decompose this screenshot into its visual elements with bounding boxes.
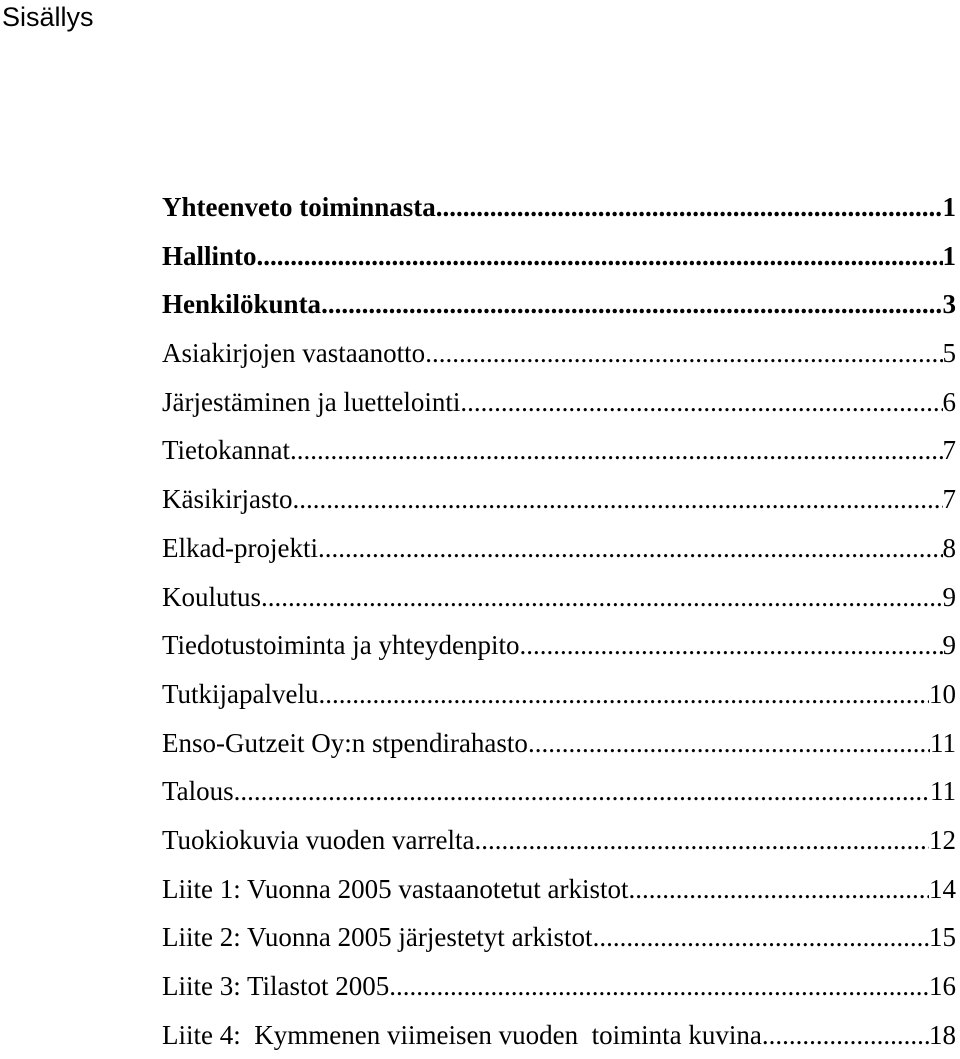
- toc-leader-dots: [321, 280, 942, 329]
- table-of-contents: [162, 183, 956, 1059]
- toc-entry-title: Liite 4: Kymmenen viimeisen vuoden toiminta kuvina: [162, 1019, 762, 1050]
- toc-entry-3[interactable]: [162, 280, 956, 329]
- toc-page-number: 1: [942, 192, 956, 222]
- toc-page-number: 11: [930, 776, 956, 807]
- toc-entry-title: Hallinto: [162, 240, 257, 271]
- toc-page-number: 11: [930, 727, 956, 758]
- toc-entry-16[interactable]: [162, 913, 956, 962]
- toc-entry-title: Asiakirjojen vastaanotto: [162, 338, 426, 369]
- toc-entry-8[interactable]: [162, 524, 956, 573]
- toc-leader-dots: [528, 719, 930, 768]
- toc-page-number: 12: [929, 824, 956, 855]
- toc-page-number: 6: [942, 386, 956, 417]
- toc-page-number: 9: [942, 630, 956, 661]
- toc-entry-title: Yhteenveto toiminnasta: [162, 192, 436, 222]
- toc-page-number: 18: [929, 1019, 956, 1050]
- toc-entry-title: Tietokannat: [162, 435, 290, 466]
- toc-page-number: 8: [942, 532, 956, 563]
- toc-entry-17[interactable]: [162, 962, 956, 1011]
- toc-entry-4[interactable]: [162, 329, 956, 378]
- toc-page-number: 1: [942, 240, 956, 271]
- toc-entry-2[interactable]: [162, 232, 956, 281]
- toc-page-number: 10: [929, 678, 956, 709]
- toc-entry-11[interactable]: [162, 670, 956, 719]
- toc-leader-dots: [593, 913, 929, 962]
- toc-leader-dots: [290, 426, 943, 475]
- toc-entry-14[interactable]: [162, 816, 956, 865]
- toc-entry-18[interactable]: [162, 1011, 956, 1059]
- toc-page-number: 14: [929, 873, 956, 904]
- toc-leader-dots: [474, 816, 929, 865]
- toc-entry-title: Liite 2: Vuonna 2005 järjestetyt arkistot: [162, 922, 593, 953]
- toc-entry-9[interactable]: [162, 573, 956, 622]
- toc-entry-title: Talous: [162, 776, 234, 807]
- toc-leader-dots: [318, 524, 943, 573]
- toc-entry-title: Tiedotustoiminta ja yhteydenpito: [162, 630, 520, 661]
- toc-leader-dots: [460, 378, 942, 427]
- toc-entry-13[interactable]: [162, 767, 956, 816]
- toc-page-number: 16: [929, 971, 956, 1001]
- toc-entry-title: Enso-Gutzeit Oy:n stpendirahasto: [162, 727, 528, 758]
- toc-leader-dots: [436, 183, 943, 232]
- toc-entry-12[interactable]: [162, 719, 956, 768]
- toc-entry-title: Järjestäminen ja luettelointi: [162, 386, 461, 417]
- toc-leader-dots: [261, 573, 942, 622]
- toc-entry-1[interactable]: [162, 183, 956, 232]
- toc-entry-title: Käsikirjasto: [162, 484, 293, 515]
- toc-page-number: 5: [942, 338, 956, 369]
- toc-entry-title: Elkad-projekti: [162, 532, 318, 563]
- toc-entry-15[interactable]: [162, 865, 956, 914]
- toc-entry-title: Tutkijapalvelu: [162, 678, 319, 709]
- toc-leader-dots: [292, 475, 942, 524]
- toc-entry-title: Liite 3: Tilastot 2005: [162, 971, 390, 1001]
- toc-leader-dots: [257, 232, 943, 281]
- toc-entry-title: Koulutus: [162, 581, 262, 612]
- toc-page-number: 7: [942, 484, 956, 515]
- toc-leader-dots: [762, 1011, 929, 1059]
- toc-entry-7[interactable]: [162, 475, 956, 524]
- toc-leader-dots: [234, 767, 930, 816]
- page-heading: Sisällys: [2, 2, 94, 32]
- toc-entry-5[interactable]: [162, 378, 956, 427]
- toc-leader-dots: [629, 865, 929, 914]
- toc-leader-dots: [520, 621, 943, 670]
- toc-leader-dots: [319, 670, 929, 719]
- toc-entry-title: Henkilökunta: [162, 289, 322, 320]
- toc-entry-title: Liite 1: Vuonna 2005 vastaanotetut arkistot: [162, 873, 629, 904]
- toc-entry-6[interactable]: [162, 426, 956, 475]
- toc-entry-10[interactable]: [162, 621, 956, 670]
- toc-leader-dots: [389, 962, 929, 1011]
- toc-page-number: 7: [942, 435, 956, 466]
- toc-leader-dots: [425, 329, 942, 378]
- toc-page-number: 3: [942, 289, 956, 320]
- toc-page-number: 15: [929, 922, 956, 953]
- toc-page-number: 9: [942, 581, 956, 612]
- toc-entry-title: Tuokiokuvia vuoden varrelta: [162, 824, 475, 855]
